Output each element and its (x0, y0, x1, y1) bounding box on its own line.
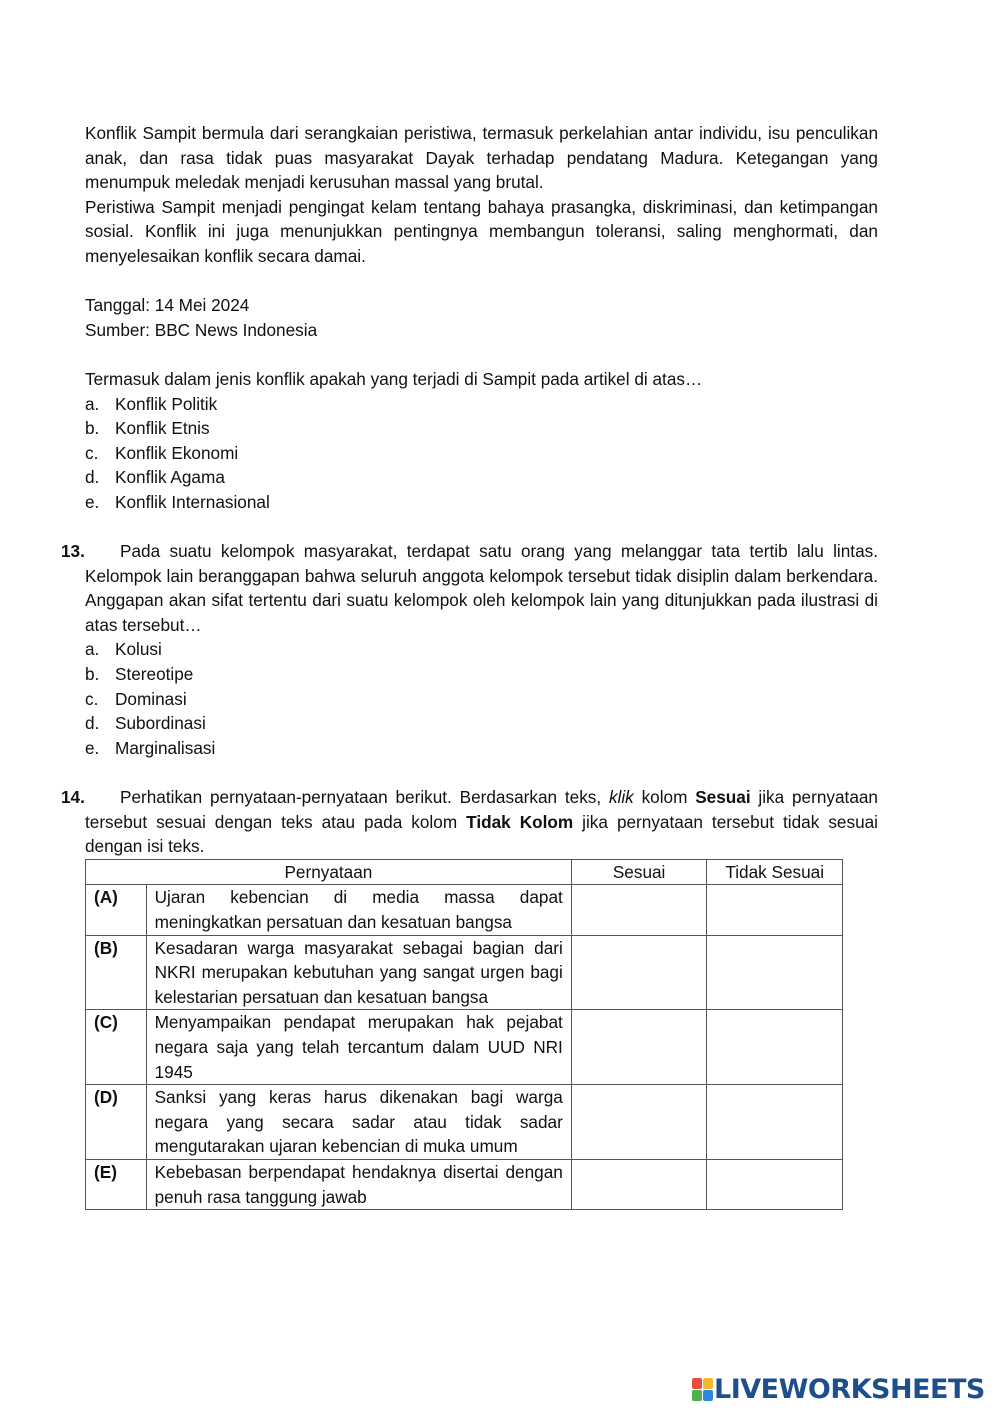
row-statement: Menyampaikan pendapat merupakan hak pejabat negara saja yang telah tercantum dalam UUD NRI 1945 (146, 1010, 571, 1085)
q12-option-e[interactable]: e. Konflik Internasional (85, 491, 270, 512)
header-pernyataan: Pernyataan (86, 859, 572, 885)
sesuai-cell-a[interactable] (571, 885, 707, 935)
tidak-sesuai-cell-b[interactable] (707, 935, 843, 1010)
q13-number: 13. (61, 541, 85, 562)
article-date: Tanggal: 14 Mei 2024 (85, 295, 250, 316)
intro-paragraph-1: Konflik Sampit bermula dari serangkaian peristiwa, termasuk perkelahian antar individu, isu penculikan anak, dan rasa tidak puas masyarakat Dayak terhadap pendatang Madura. Ketegangan yang menumpuk meledak menjadi kerusuhan massal yang brutal. (85, 123, 878, 193)
q12-option-b[interactable]: b. Konflik Etnis (85, 418, 210, 439)
q13-options (85, 637, 878, 760)
intro-paragraph-2: Peristiwa Sampit menjadi pengingat kelam tentang bahaya prasangka, diskriminasi, dan ketimpangan sosial. Konflik ini juga menunjukkan pentingnya membangun toleransi, saling menghormati, dan menyelesaikan konflik secara damai. (85, 196, 878, 266)
row-statement: Sanksi yang keras harus dikenakan bagi warga negara yang secara sadar atau tidak sadar mengutarakan ujaran kebencian di muka umum (146, 1085, 571, 1160)
statement-table (85, 859, 843, 1210)
question-14 (61, 785, 879, 1210)
sesuai-cell-c[interactable] (571, 1010, 707, 1085)
q12-options (85, 392, 878, 515)
question-13 (61, 539, 878, 760)
row-label: (E) (86, 1159, 147, 1209)
q13-option-e[interactable]: e. Marginalisasi (85, 737, 216, 758)
q14-text: Perhatikan pernyataan-pernyataan berikut. Berdasarkan teks, klik kolom Sesuai jika pernyataan tersebut sesuai dengan teks atau pada kolom Tidak Kolom jika pernyataan tersebut tidak sesuai dengan isi teks. (85, 787, 879, 857)
liveworksheets-logo[interactable] (692, 1374, 985, 1404)
table-row (86, 1085, 843, 1160)
row-label: (C) (86, 1010, 147, 1085)
row-statement: Ujaran kebencian di media massa dapat meningkatkan persatuan dan kesatuan bangsa (146, 885, 571, 935)
sesuai-cell-b[interactable] (571, 935, 707, 1010)
header-sesuai: Sesuai (571, 859, 707, 885)
worksheet-page (61, 121, 879, 1210)
row-label: (A) (86, 885, 147, 935)
q12-option-d[interactable]: d. Konflik Agama (85, 467, 225, 488)
q12-option-a[interactable]: a. Konflik Politik (85, 393, 218, 414)
article-source: Sumber: BBC News Indonesia (85, 319, 318, 340)
table-row (86, 885, 843, 935)
tidak-sesuai-cell-d[interactable] (707, 1085, 843, 1160)
q13-option-b[interactable]: b. Stereotipe (85, 664, 194, 685)
logo-text: LIVEWORKSHEETS (714, 1373, 985, 1405)
tidak-sesuai-cell-c[interactable] (707, 1010, 843, 1085)
q12-option-c[interactable]: c. Konflik Ekonomi (85, 442, 239, 463)
q13-text: Pada suatu kelompok masyarakat, terdapat satu orang yang melanggar tata tertib lalu lintas. Kelompok lain beranggapan bahwa seluruh anggota kelompok tersebut tidak disiplin dalam berkendara. Anggapan akan sifat tertentu dari suatu kelompok oleh kelompok lain yang ditunjukkan pada ilustrasi di atas tersebut… (85, 541, 878, 635)
liveworksheets-logo-icon (692, 1378, 712, 1400)
tidak-sesuai-cell-a[interactable] (707, 885, 843, 935)
tidak-sesuai-cell-e[interactable] (707, 1159, 843, 1209)
header-tidak-sesuai: Tidak Sesuai (707, 859, 843, 885)
row-statement: Kesadaran warga masyarakat sebagai bagian dari NKRI merupakan kebutuhan yang sangat urgen bagi kelestarian persatuan dan kesatuan bangsa (146, 935, 571, 1010)
row-label: (B) (86, 935, 147, 1010)
row-label: (D) (86, 1085, 147, 1160)
q12-text: Termasuk dalam jenis konflik apakah yang terjadi di Sampit pada artikel di atas… (85, 368, 703, 389)
row-statement: Kebebasan berpendapat hendaknya disertai dengan penuh rasa tanggung jawab (146, 1159, 571, 1209)
sesuai-cell-d[interactable] (571, 1085, 707, 1160)
q14-number: 14. (61, 787, 85, 808)
table-row (86, 935, 843, 1010)
q13-option-c[interactable]: c. Dominasi (85, 688, 187, 709)
q13-option-d[interactable]: d. Subordinasi (85, 713, 206, 734)
table-row (86, 1159, 843, 1209)
table-row (86, 1010, 843, 1085)
sesuai-cell-e[interactable] (571, 1159, 707, 1209)
q13-option-a[interactable]: a. Kolusi (85, 639, 162, 660)
table-header-row (86, 859, 843, 885)
